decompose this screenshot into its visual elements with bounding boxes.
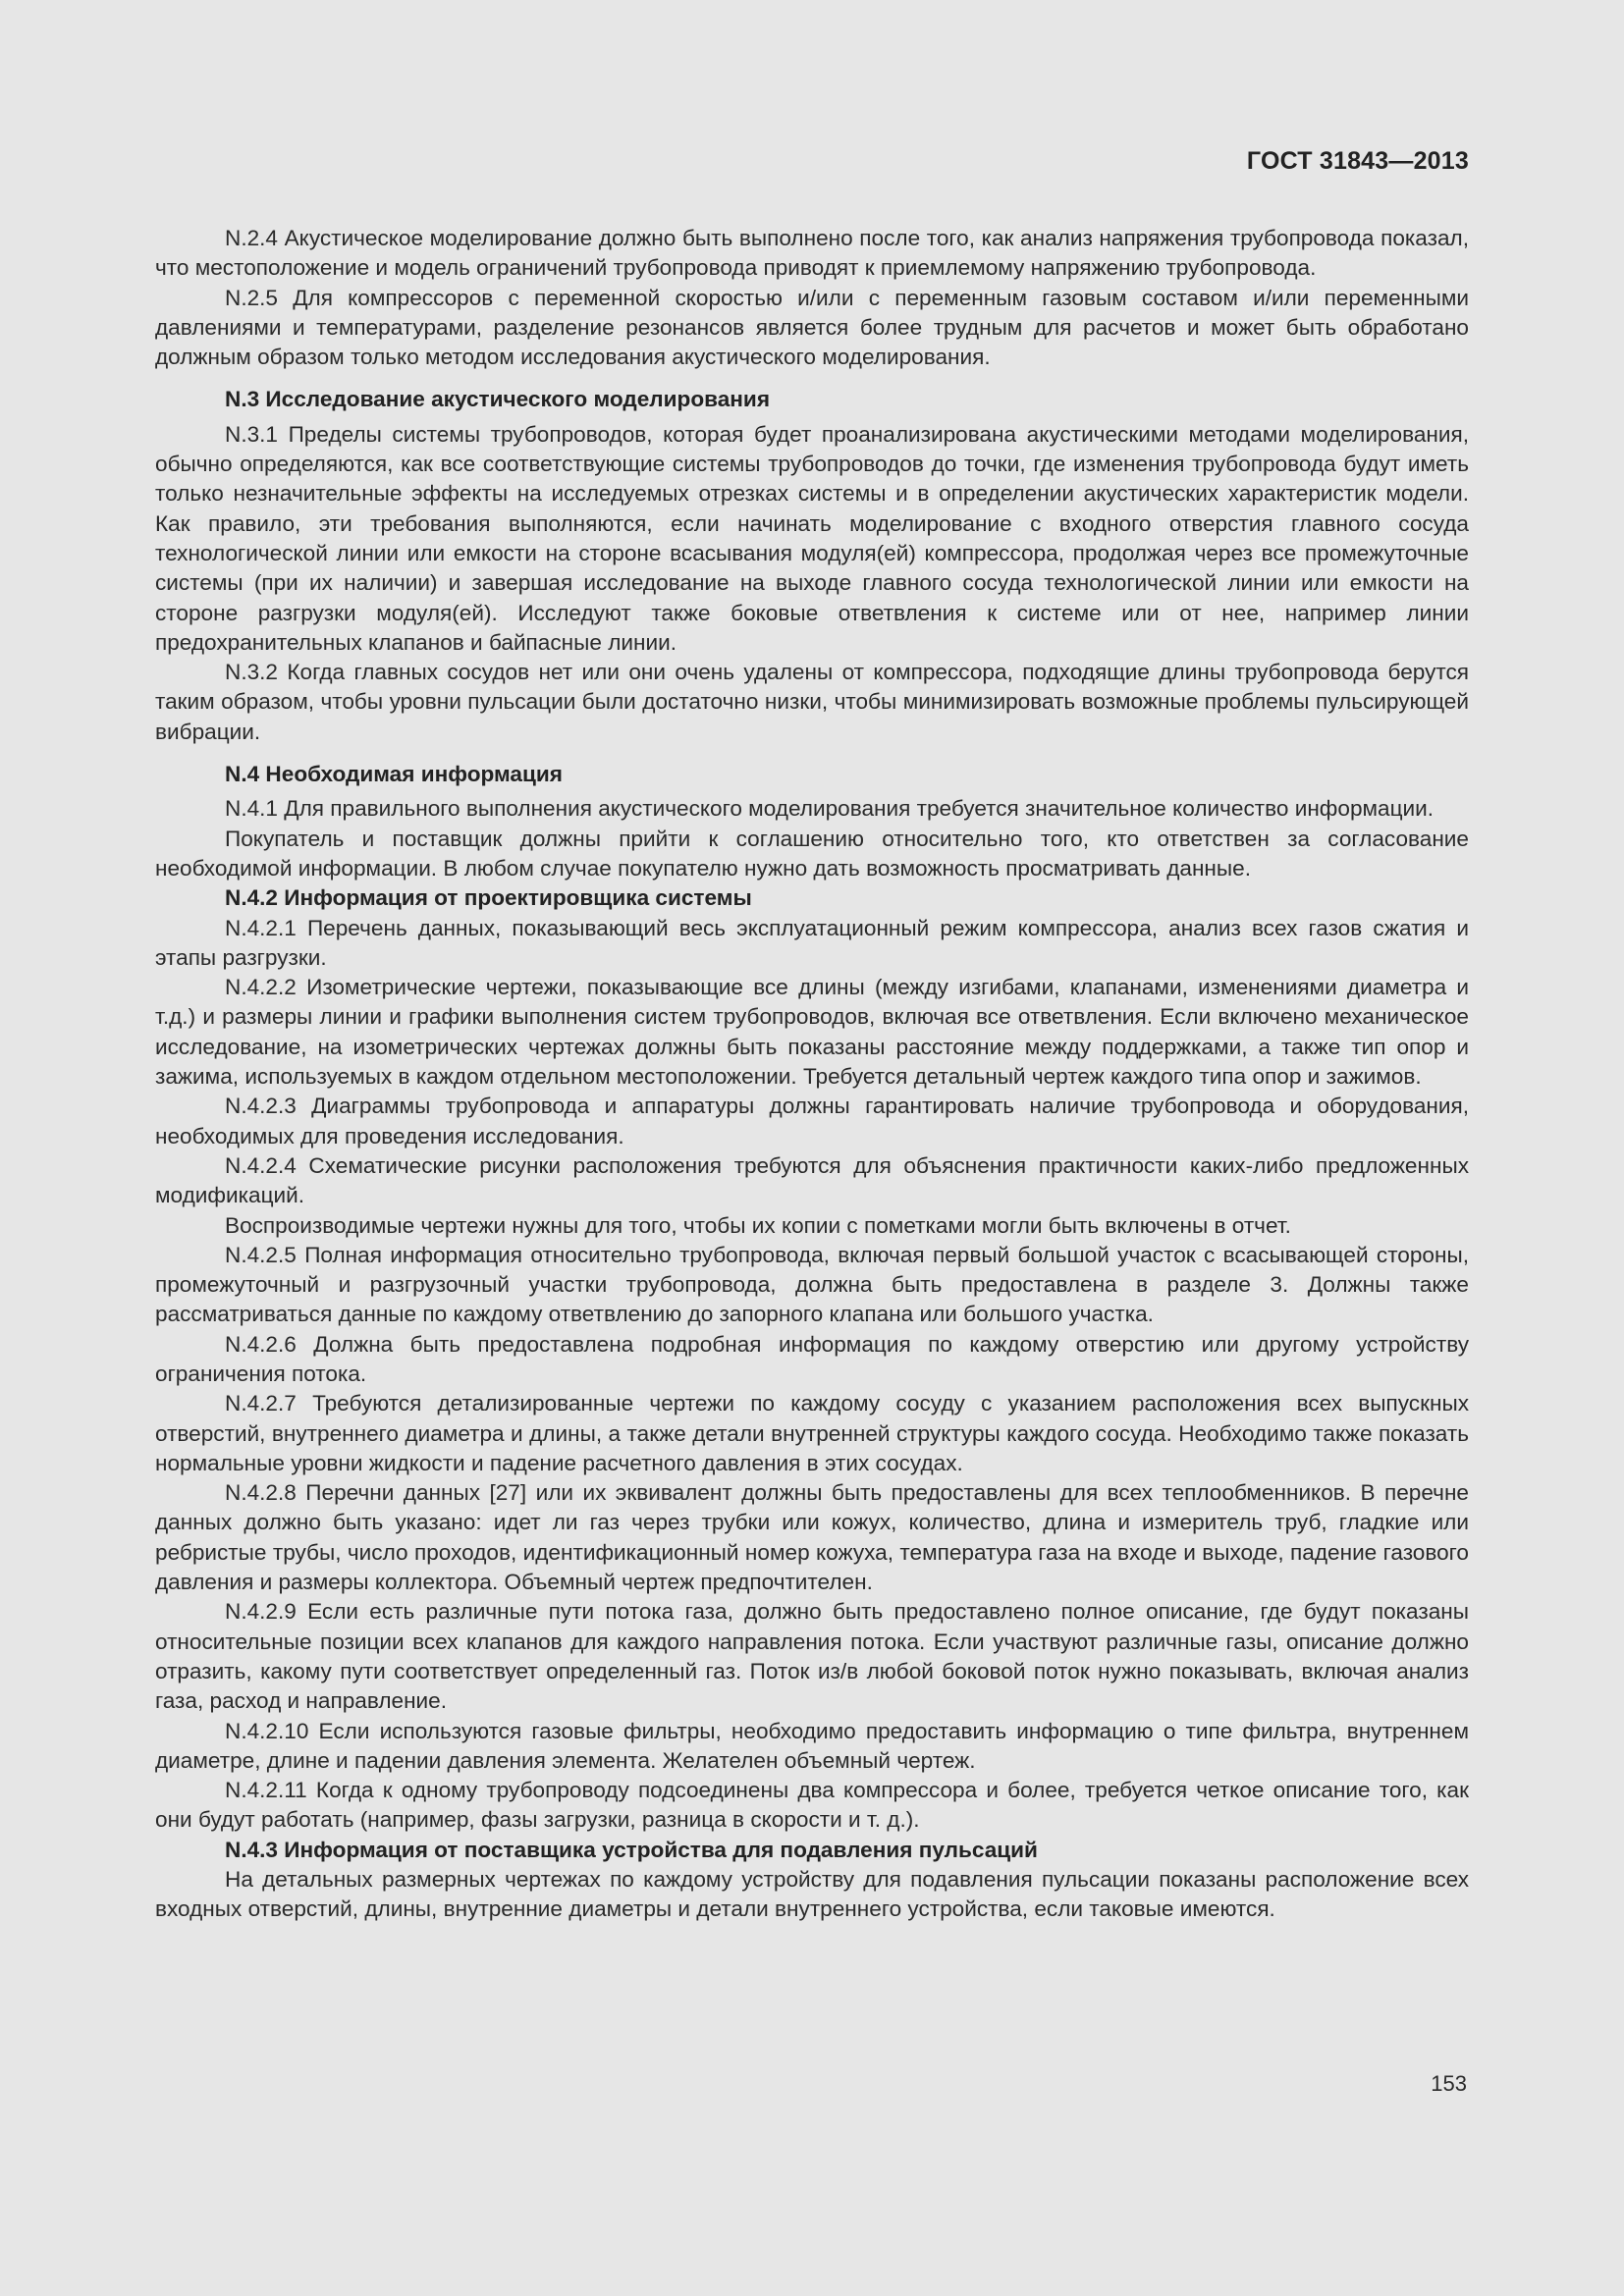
paragraph: N.4.2.4 Схематические рисунки расположения требуются для объяснения практичности каких-либо предложенных модификаций. [155, 1152, 1469, 1208]
paragraph: N.3.1 Пределы системы трубопроводов, которая будет проанализирована акустическими методами моделирования, обычно определяются, как все соответствующие системы трубопроводов до точки, где изменения трубопровода будут иметь только незначительные эффекты на исследуемых отрезках системы и в определении акустических характеристик модели. Как правило, эти требования выполняются, если начинать моделирование с входного отверстия главного сосуда технологической линии или емкости на стороне всасывания модуля(ей) компрессора, продолжая через все промежуточные системы (при их наличии) и завершая исследование на выходе главного сосуда технологической линии или емкости на стороне разгрузки модуля(ей). Исследуют также боковые ответвления к системе или от нее, например линии предохранительных клапанов и байпасные линии. [155, 421, 1469, 655]
section-heading: N.3 Исследование акустического моделирования [225, 387, 771, 412]
paragraph: N.4.2.2 Изометрические чертежи, показывающие все длины (между изгибами, клапанами, изменениями диаметра и т.д.) и размеры линии и графики выполнения систем трубопроводов, включая все ответвления. Если включено механическое исследование, на изометрических чертежах должны быть показаны расстояние между поддержками, а также тип опор и зажима, используемых в каждом отдельном местоположении. Требуется детальный чертеж каждого типа опор и зажимов. [155, 975, 1469, 1090]
paragraph: N.2.5 Для компрессоров с переменной скоростью и/или с переменным газовым составом и/или переменными давлениями и температурами, разделение резонансов является более трудным для расчетов и может быть обработано должным образом только методом исследования акустического моделирования. [155, 285, 1469, 370]
paragraph: N.4.2.3 Диаграммы трубопровода и аппаратуры должны гарантировать наличие трубопровода и оборудования, необходимых для проведения исследования. [155, 1094, 1469, 1148]
paragraph: N.4.2.7 Требуются детализированные чертежи по каждому сосуду с указанием расположения всех выпускных отверстий, внутреннего диаметра и длины, а также детали внутренней структуры каждого сосуда. Необходимо также показать нормальные уровни жидкости и падение расчетного давления в этих сосудах. [155, 1391, 1469, 1475]
paragraph: На детальных размерных чертежах по каждому устройству для подавления пульсации показаны расположение всех входных отверстий, длины, внутренние диаметры и детали внутреннего устройства, если таковые имеются. [155, 1867, 1469, 1922]
paragraph: N.4.2.6 Должна быть предоставлена подробная информация по каждому отверстию или другому устройству ограничения потока. [155, 1331, 1469, 1386]
section-heading: N.4.3 Информация от поставщика устройства для подавления пульсаций [225, 1837, 1038, 1862]
paragraph: Воспроизводимые чертежи нужны для того, чтобы их копии с пометками могли быть включены в отчет. [225, 1212, 1291, 1238]
paragraph: N.4.2.5 Полная информация относительно трубопровода, включая первый большой участок с всасывающей стороны, промежуточный и разгрузочный участки трубопровода, должна быть предоставлена в разделе 3. Должны также рассматриваться данные по каждому ответвлению до запорного клапана или большого участка. [155, 1242, 1469, 1327]
paragraph: N.4.2.8 Перечни данных [27] или их эквивалент должны быть предоставлены для всех теплообменников. В перечне данных должно быть указано: идет ли газ через трубки или кожух, количество, длина и измеритель труб, гладкие или ребристые трубы, число проходов, идентификационный номер кожуха, температура газа на входе и выходе, падение газового давления и размеры коллектора. Объемный чертеж предпочтителен. [155, 1480, 1469, 1595]
section-heading: N.4 Необходимая информация [225, 762, 563, 787]
section-heading: N.4.2 Информация от проектировщика системы [225, 885, 752, 911]
paragraph: N.3.2 Когда главных сосудов нет или они очень удалены от компрессора, подходящие длины трубопровода берутся таким образом, чтобы уровни пульсации были достаточно низки, чтобы минимизировать возможные проблемы пульсирующей вибрации. [155, 660, 1469, 744]
document-code-header: ГОСТ 31843—2013 [1246, 147, 1469, 175]
paragraph: Покупатель и поставщик должны прийти к соглашению относительно того, кто ответствен за согласование необходимой информации. В любом случае покупателю нужно дать возможность просматривать данные. [155, 826, 1469, 881]
document-body [155, 224, 1469, 1925]
paragraph: N.2.4 Акустическое моделирование должно быть выполнено после того, как анализ напряжения трубопровода показал, что местоположение и модель ограничений трубопровода приводят к приемлемому напряжению трубопровода. [155, 226, 1469, 281]
paragraph: N.4.1 Для правильного выполнения акустического моделирования требуется значительное количество информации. [225, 796, 1435, 822]
page-number: 153 [1431, 2071, 1467, 2096]
paragraph: N.4.2.10 Если используются газовые фильтры, необходимо предоставить информацию о типе фильтра, внутреннем диаметре, длине и падении давления элемента. Желателен объемный чертеж. [155, 1718, 1469, 1773]
paragraph: N.4.2.9 Если есть различные пути потока газа, должно быть предоставлено полное описание, где будут показаны относительные позиции всех клапанов для каждого направления потока. Если участвуют различные газы, описание должно отразить, какому пути соответствует определенный газ. Поток из/в любой боковой поток нужно показывать, включая анализ газа, расход и направление. [155, 1599, 1469, 1714]
paragraph: N.4.2.1 Перечень данных, показывающий весь эксплуатационный режим компрессора, анализ всех газов сжатия и этапы разгрузки. [155, 915, 1469, 970]
paragraph: N.4.2.11 Когда к одному трубопроводу подсоединены два компрессора и более, требуется четкое описание того, как они будут работать (например, фазы загрузки, разница в скорости и т. д.). [155, 1778, 1469, 1833]
